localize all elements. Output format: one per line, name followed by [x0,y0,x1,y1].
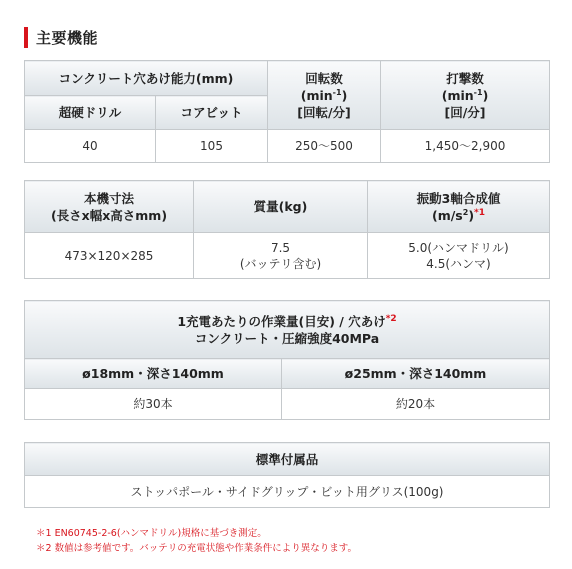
section-title: 主要機能 [36,28,99,47]
core-bit-header: コアビット [156,96,268,130]
vibration-value: 5.0(ハンマドリル) 4.5(ハンマ) [368,233,550,279]
heading-accent-bar [24,27,28,48]
impact-rate-value: 1,450～2,900 [381,130,550,163]
carbide-drill-header: 超硬ドリル [25,96,156,130]
note-mark-1: *1 [474,207,485,218]
drilling-capacity-header: コンクリート穴あけ能力(mm) [25,61,268,96]
section-heading [24,26,98,48]
rpm-value: 250～500 [268,130,381,163]
accessories-value: ストッパポール・サイドグリップ・ビット用グリス(100g) [25,476,550,508]
core-bit-value: 105 [156,130,268,163]
dimensions-value: 473×120×285 [25,233,194,279]
body-spec-table [24,180,550,279]
drilling-spec-table [24,60,550,163]
footnotes [36,526,357,556]
impact-rate-header: 打撃数 $(\min^{-1})$ [回/分] [381,61,550,130]
note-mark-2: *2 [385,313,397,324]
hole-18mm-value: 約30本 [25,389,282,420]
workload-table [24,300,550,420]
hole-25mm-value: 約20本 [282,389,550,420]
accessories-header: 標準付属品 [25,443,550,476]
dimensions-header: 本機寸法 (長さx幅x高さmm) [25,181,194,233]
mass-value: 7.5 (バッテリ含む) [194,233,368,279]
footnote-2: ＊2 数値は参考値です。バッテリの充電状態や作業条件により異なります。 [36,543,358,554]
vibration-header: 振動3軸合成値 $(m/s^2)^{*1}$ [368,181,550,233]
workload-header: 1充電あたりの作業量(目安) / 穴あけ$^{*2}$ コンクリート・圧縮強度40MPa [25,301,550,359]
mass-header: 質量(kg) [194,181,368,233]
carbide-drill-value: 40 [25,130,156,163]
hole-25mm-header: ø25mm・深さ140mm [282,359,550,389]
accessories-table [24,442,550,508]
footnote-1: ＊1 EN60745-2-6(ハンマドリル)規格に基づき測定。 [36,528,267,539]
rpm-header: 回転数 $(\min^{-1})$ [回転/分] [268,61,381,130]
hole-18mm-header: ø18mm・深さ140mm [25,359,282,389]
